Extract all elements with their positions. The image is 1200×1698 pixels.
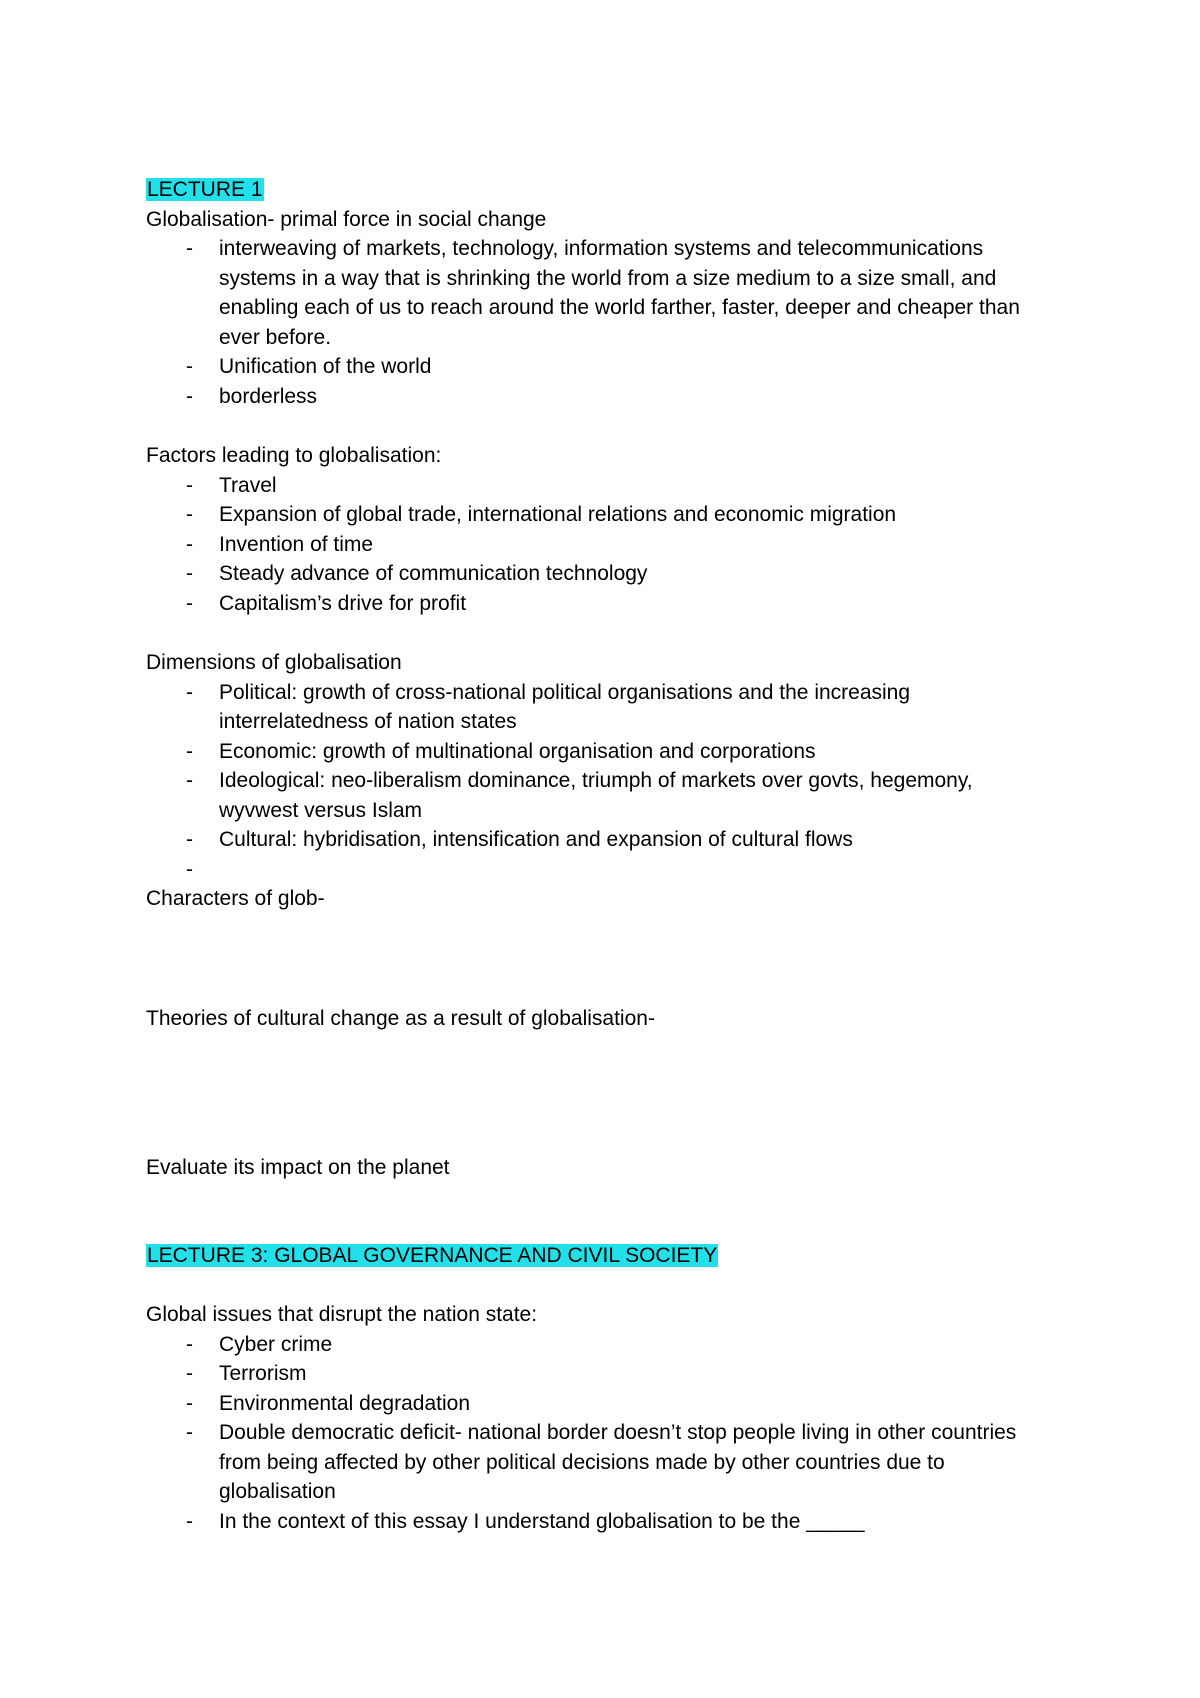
list-item-text: Economic: growth of multinational organisation and corporations [219,739,816,763]
list-item-text: Political: growth of cross-national political organisations and the increasing interrelatedness of nation states [219,680,911,733]
bullet-marker: - [186,532,193,556]
list-item-text: Travel [219,473,277,497]
list-item [146,1330,1046,1360]
dimensions-heading: Dimensions of globalisation [146,651,402,674]
factors-bullet-list [146,471,1046,619]
spacer [146,1270,1046,1300]
bullet-marker: - [186,857,193,881]
list-item [146,1359,1046,1389]
evaluate-heading: Evaluate its impact on the planet [146,1156,450,1179]
list-item [146,1418,1046,1507]
list-item [146,500,1046,530]
lecture-1-heading [146,175,1046,205]
list-item [146,559,1046,589]
list-item-text: Capitalism’s drive for profit [219,591,467,615]
spacer [146,411,1046,441]
bullet-marker: - [186,1332,193,1356]
bullet-marker: - [186,591,193,615]
lecture-1-subtitle: Globalisation- primal force in social change [146,207,547,231]
list-item [146,471,1046,501]
spacer [146,618,1046,648]
spacer [146,1033,1046,1153]
bullet-marker: - [186,355,193,378]
lecture-1-heading-highlight: LECTURE 1 [147,178,263,201]
spacer [146,1183,1046,1241]
list-item [146,1389,1046,1419]
list-item-text: interweaving of markets, technology, information systems and telecommunications systems in a way that is shrinking the world from a size medium to a size small, and enabling each of us to reach around the world farther, faster, deeper and cheaper than ever before. [219,237,1020,349]
bullet-marker: - [186,503,193,526]
list-item [146,1507,1046,1537]
bullet-marker: - [186,828,193,851]
document-body [146,175,1046,1536]
dimensions-bullet-list [146,678,1046,885]
list-item-text: Steady advance of communication technology [219,562,648,585]
list-item-text: Unification of the world [219,355,432,378]
lecture-3-heading [146,1241,1046,1271]
list-item-text: Terrorism [219,1362,307,1385]
list-item [146,589,1046,619]
bullet-marker: - [186,680,193,704]
lecture-3-heading-highlight: LECTURE 3: GLOBAL GOVERNANCE AND CIVIL SOCIETY [147,1243,718,1267]
list-item [146,352,1046,382]
bullet-marker: - [186,562,193,585]
factors-heading: Factors leading to globalisation: [146,444,442,467]
list-item-text: Cyber crime [219,1332,333,1356]
list-item-text: Double democratic deficit- national border doesn’t stop people living in other countries from being affected by other political decisions made by other countries due to globalisation [219,1421,1017,1503]
list-item-text: Expansion of global trade, international relations and economic migration [219,503,897,526]
list-item [146,382,1046,412]
list-item [146,234,1046,352]
bullet-marker: - [186,384,193,408]
lecture-1-bullet-list [146,234,1046,411]
bullet-marker: - [186,1421,193,1444]
list-item-text: borderless [219,384,318,408]
list-item [146,737,1046,767]
lecture-3-bullet-list [146,1330,1046,1537]
list-item-text: Ideological: neo-liberalism dominance, triumph of markets over govts, hegemony, wyvwest versus Islam [219,769,973,822]
characters-heading: Characters of glob- [146,887,325,910]
bullet-marker: - [186,739,193,763]
bullet-marker: - [186,769,193,792]
lecture-3-subheading: Global issues that disrupt the nation state: [146,1303,538,1326]
list-item [146,825,1046,855]
list-item [146,855,1046,885]
list-item [146,678,1046,737]
list-item-text: Invention of time [219,532,374,556]
list-item-text: Environmental degradation [219,1391,470,1415]
theories-heading: Theories of cultural change as a result of globalisation- [146,1006,655,1030]
list-item [146,766,1046,825]
list-item-text: Cultural: hybridisation, intensification and expansion of cultural flows [219,828,853,851]
bullet-marker: - [186,1509,193,1533]
bullet-marker: - [186,1362,193,1385]
spacer [146,914,1046,1004]
list-item-text: In the context of this essay I understand globalisation to be the _____ [219,1509,865,1533]
list-item [146,530,1046,560]
bullet-marker: - [186,473,193,497]
bullet-marker: - [186,237,193,260]
bullet-marker: - [186,1391,193,1415]
